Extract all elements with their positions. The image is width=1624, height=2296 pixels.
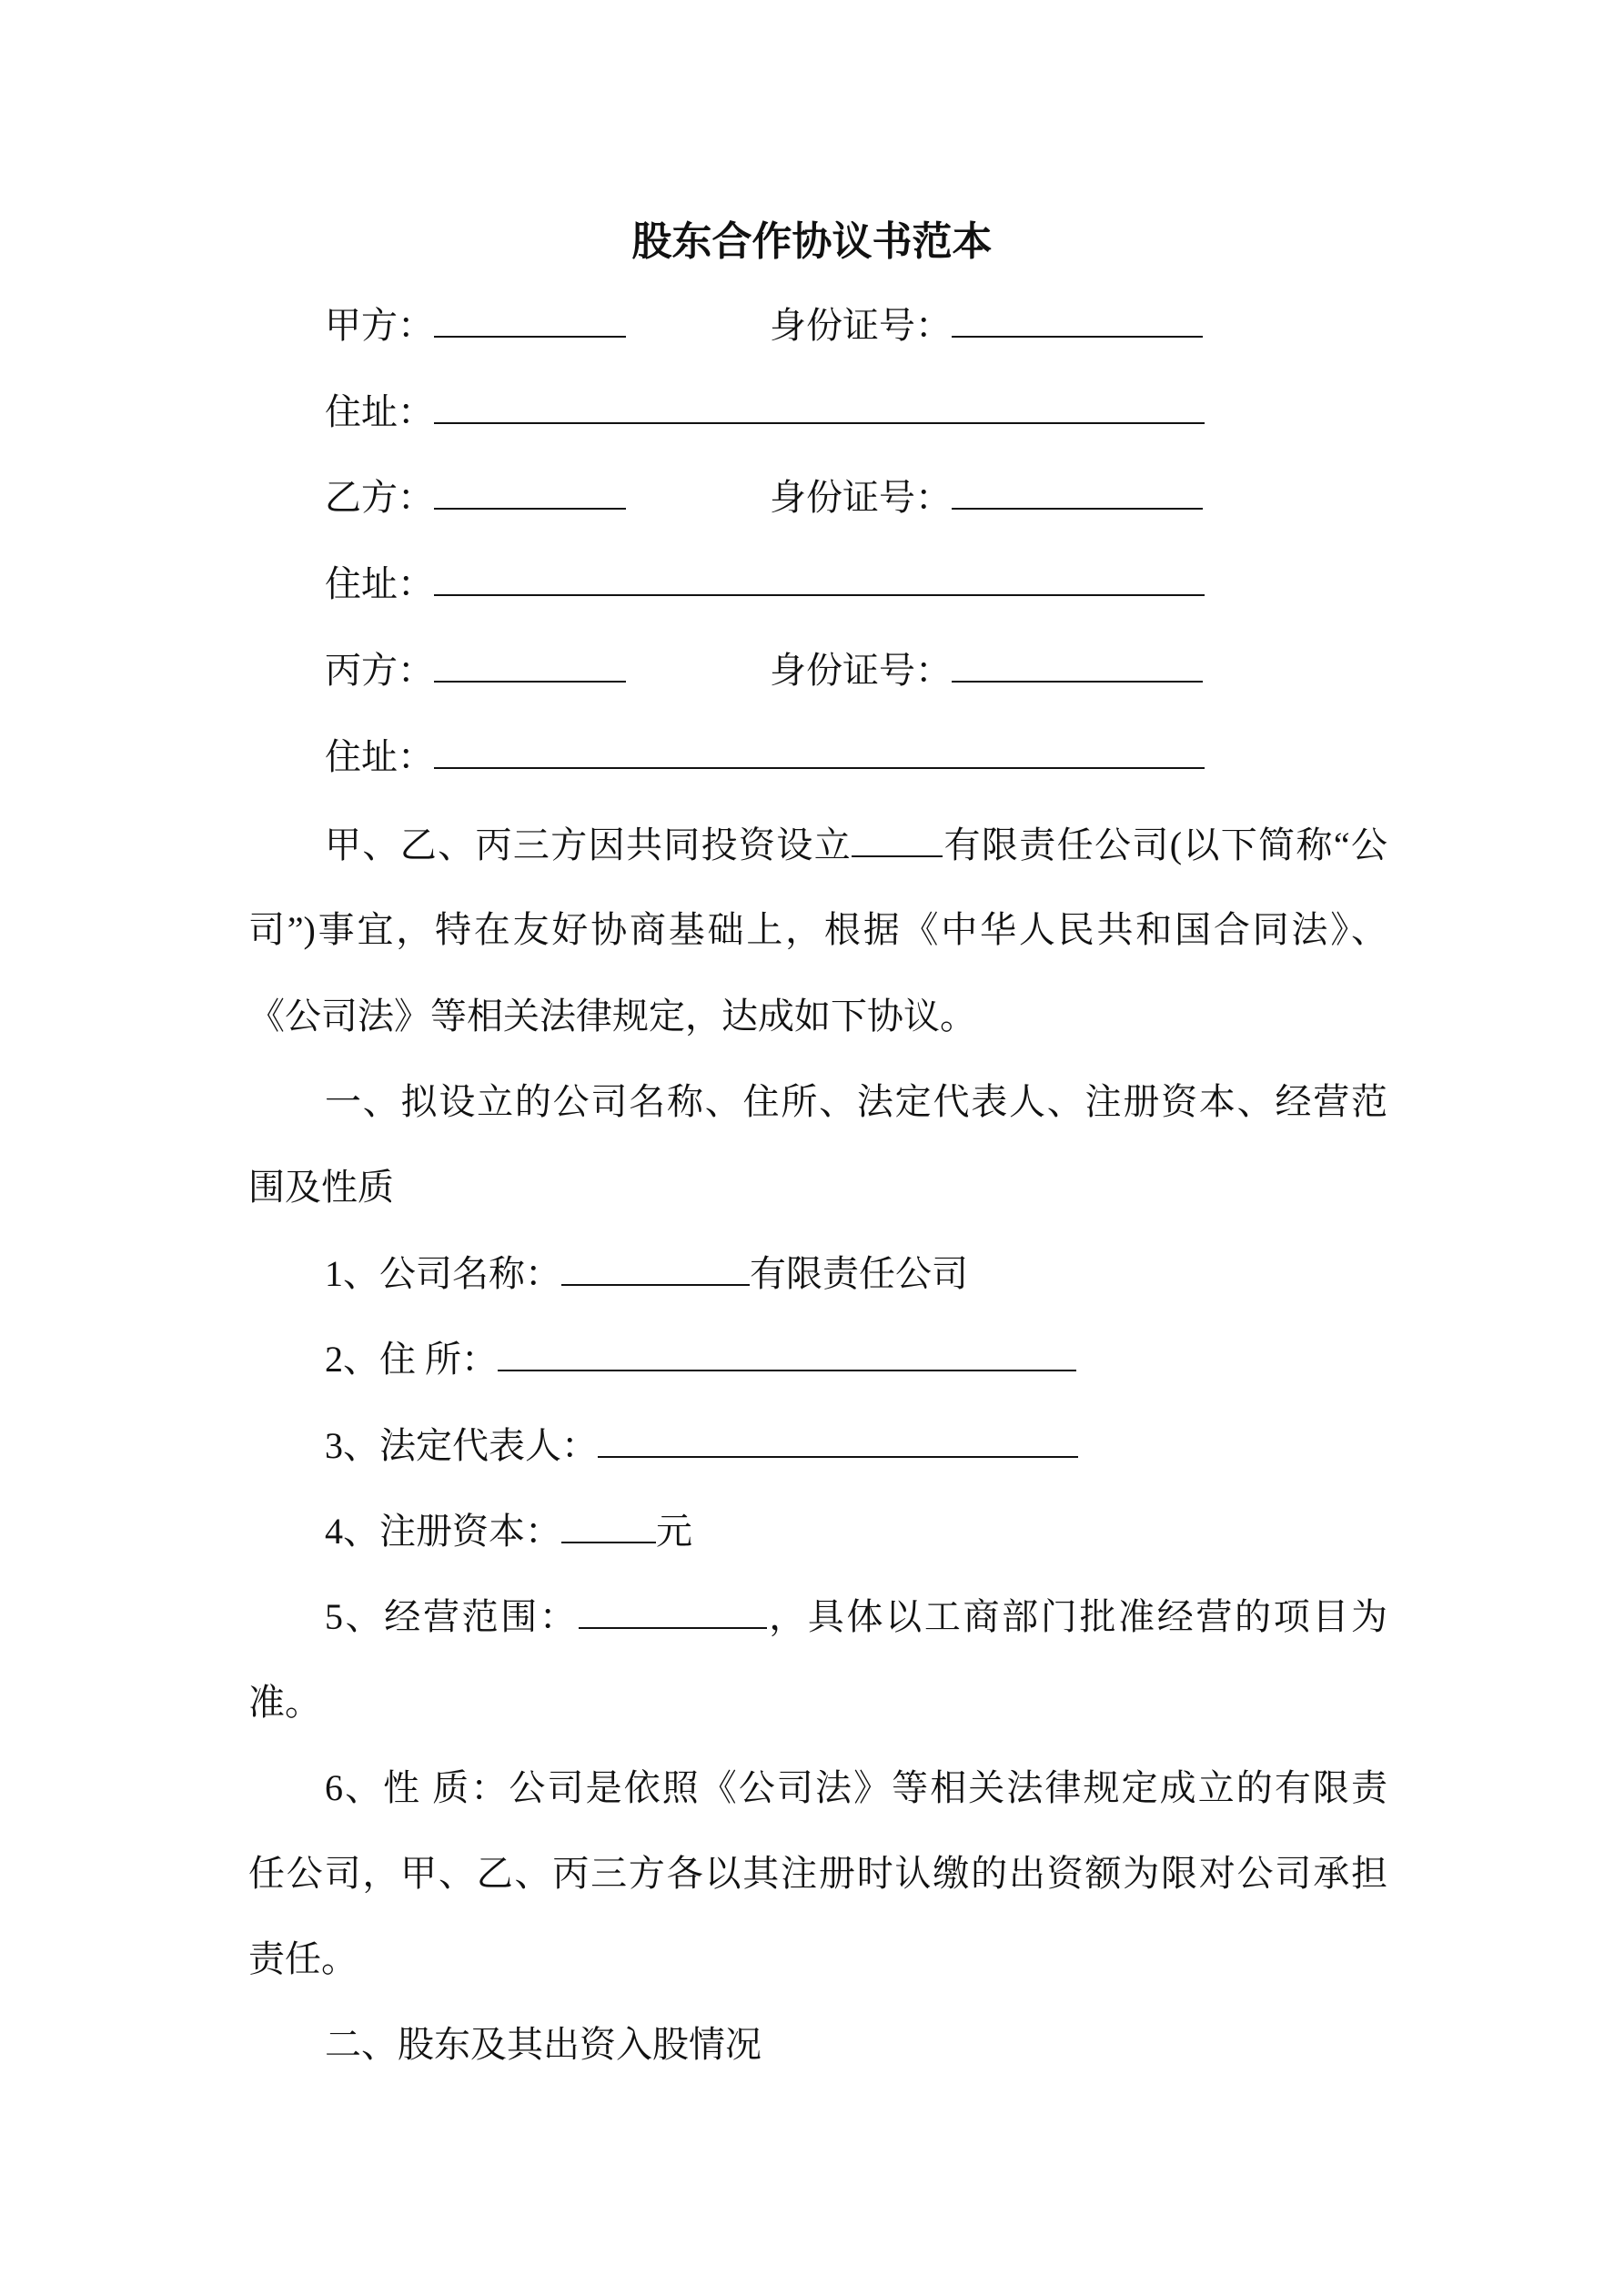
party-c-address-row (325, 731, 1205, 783)
preamble-line-1 (325, 819, 1387, 871)
party-a-address-row (325, 386, 1205, 438)
company-name-blank[interactable] (852, 819, 943, 857)
party-c-id-label: 身份证号： (770, 650, 952, 691)
party-a-address-label: 住址： (325, 391, 434, 432)
item-5-blank[interactable] (579, 1591, 767, 1629)
preamble-text: 有限责任公司(以下简称“公 (943, 824, 1388, 865)
section-1-heading-cont: 围及性质 (248, 1167, 394, 1208)
party-b-address-label: 住址： (325, 563, 434, 604)
party-a-id-row (770, 299, 1203, 351)
item-6-nature-cont: 任公司，甲、乙、丙三方各以其注册时认缴的出资额为限对公司承担 (248, 1853, 1387, 1894)
item-3-legal-rep (325, 1420, 1078, 1472)
item-6-nature: 6、性 质：公司是依照《公司法》等相关法律规定成立的有限责 (325, 1767, 1387, 1808)
party-c-row (325, 644, 626, 696)
item-6-nature-end: 责任。 (248, 1938, 358, 1979)
party-c-address-blank[interactable] (434, 731, 1205, 769)
item-4-capital (325, 1505, 692, 1557)
item-5-label: 5、经营范围： (325, 1596, 579, 1637)
item-1-blank[interactable] (561, 1248, 750, 1286)
section-2-heading: 二、股东及其出资入股情况 (325, 2024, 762, 2065)
party-a-label: 甲方： (325, 305, 434, 346)
item-3-blank[interactable] (598, 1420, 1078, 1458)
item-1-suffix: 有限责任公司 (750, 1253, 968, 1294)
party-b-address-row (325, 558, 1205, 610)
item-5-suffix: ，具体以工商部门批准经营的项目为 (766, 1596, 1388, 1637)
item-2-label: 2、住 所： (325, 1339, 498, 1380)
item-1-company-name (325, 1248, 968, 1300)
party-b-id-row (770, 471, 1203, 523)
party-c-id-row (770, 644, 1203, 696)
party-b-id-label: 身份证号： (770, 477, 952, 518)
item-4-label: 4、注册资本： (325, 1511, 561, 1552)
item-5-scope (325, 1591, 1387, 1643)
party-a-address-blank[interactable] (434, 386, 1205, 424)
item-4-blank[interactable] (561, 1505, 656, 1543)
party-c-name-blank[interactable] (434, 644, 626, 683)
item-2-address (325, 1333, 1076, 1385)
party-a-id-label: 身份证号： (770, 305, 952, 346)
preamble-line-2: 司”)事宜，特在友好协商基础上，根据《中华人民共和国合同法》、 (248, 909, 1387, 950)
party-b-row (325, 471, 626, 523)
party-b-address-blank[interactable] (434, 558, 1205, 596)
document-title: 股东合作协议书范本 (631, 219, 993, 264)
party-b-name-blank[interactable] (434, 471, 626, 510)
item-5-scope-cont: 准。 (248, 1682, 321, 1723)
item-2-blank[interactable] (498, 1333, 1076, 1371)
item-3-label: 3、法定代表人： (325, 1425, 598, 1466)
party-a-id-blank[interactable] (952, 299, 1203, 338)
party-a-name-blank[interactable] (434, 299, 626, 338)
preamble-text: 甲、乙、丙三方因共同投资设立 (325, 824, 852, 865)
party-c-address-label: 住址： (325, 736, 434, 777)
party-b-id-blank[interactable] (952, 471, 1203, 510)
item-1-label: 1、公司名称： (325, 1253, 561, 1294)
party-c-id-blank[interactable] (952, 644, 1203, 683)
party-c-label: 丙方： (325, 650, 434, 691)
item-4-suffix: 元 (656, 1511, 692, 1552)
preamble-line-3: 《公司法》等相关法律规定，达成如下协议。 (248, 996, 976, 1037)
party-a-row (325, 299, 626, 351)
party-b-label: 乙方： (325, 477, 434, 518)
section-1-heading: 一、拟设立的公司名称、住所、法定代表人、注册资本、经营范 (325, 1081, 1387, 1122)
